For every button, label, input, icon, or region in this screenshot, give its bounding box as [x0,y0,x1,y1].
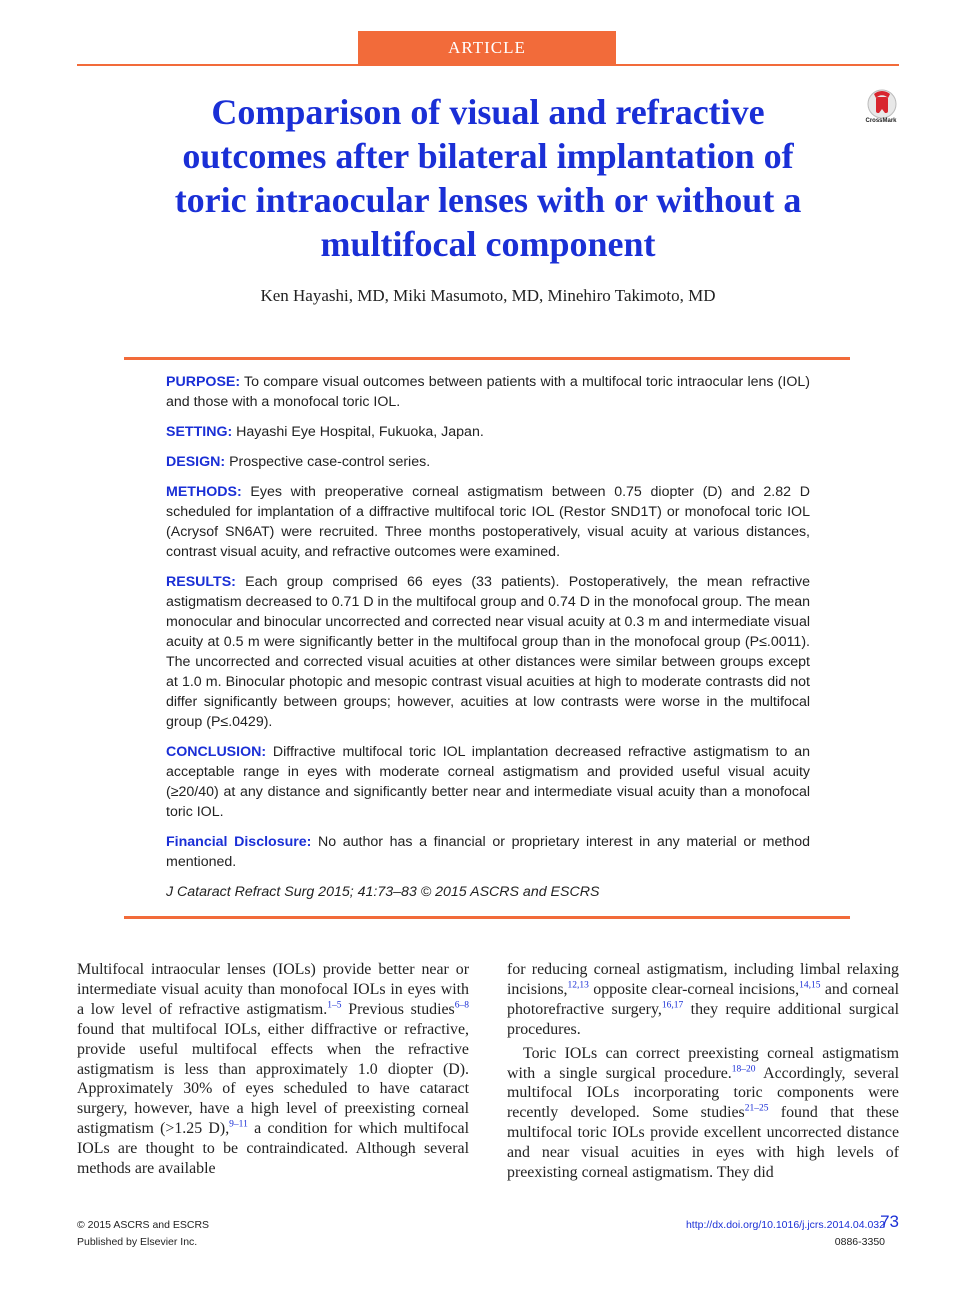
footer-copyright: © 2015 ASCRS and ESCRS [77,1219,210,1231]
methods-text: Eyes with preoperative corneal astigmatism between 0.75 diopter (D) and 2.82 D scheduled for implantation of a diffractive multifocal toric IOL (Restor SND1T) or monofocal toric IOL (Acrysof SN6AT) were recruited. Three months postoperatively, visual acuity at various distances, contrast visual acuity, and refractive outcomes were examined. [166,484,810,560]
results-text: Each group comprised 66 eyes (33 patients). Postoperatively, the mean refractive astigmatism decreased to 0.71 D in the multifocal group and 0.74 D in the monofocal group. The mean monocular and binocular uncorrected and corrected near visual acuity at 0.3 m and intermediate visual acuity at 0.5 m were significantly better in the multifocal group than in the monofocal group (P≤.0011). The uncorrected and corrected visual acuities at other distances were similar between groups except at 1.0 m. Binocular photopic and mesopic contrast visual acuities at high to moderate contrasts did not differ significantly between groups; however, acuities at low contrasts were worse in the multifocal group (P≤.0429). [166,574,810,730]
body-text: Previous studies [341,1000,455,1018]
footer-right [686,1217,885,1251]
reference-link[interactable]: 9–11 [229,1119,248,1130]
body-text: Accordingly, several multifocal IOLs incorporating toric components were recently developed. Some studies [507,1064,899,1122]
body-text: found that these multifocal toric IOLs provide excellent uncorrected distance and near visual acuities in eyes with high levels of preexisting corneal astigmatism. They did [507,1104,899,1182]
abstract-design [166,452,810,472]
results-label: RESULTS: [166,574,236,590]
abstract [166,372,810,912]
design-label: DESIGN: [166,454,226,470]
abstract-methods [166,482,810,562]
methods-label: METHODS: [166,484,242,500]
body-text: found that multifocal IOLs, either diffractive or refractive, provide useful multifocal effects when the refractive astigmatism is less than approximately 1.0 diopter (D). Approximately 30% of eyes scheduled to have cataract surgery, however, have a high level of preexisting corneal astigmatism (>1.25 D), [77,1020,469,1138]
body-text: a condition for which multifocal IOLs are thought to be contraindicated. Although several methods are available [77,1120,469,1178]
reference-link[interactable]: 18–20 [731,1064,756,1075]
reference-link[interactable]: 16,17 [661,1000,684,1011]
body-text: opposite clear-corneal incisions, [588,980,800,998]
article-title: Comparison of visual and refractive outcomes after bilateral implantation of toric intraocular lenses with or without a multifocal component [174,92,802,264]
body-column-left [77,960,469,1179]
footer-publisher: Published by Elsevier Inc. [77,1236,198,1248]
conclusion-text: Diffractive multifocal toric IOL implantation decreased refractive astigmatism to an acceptable range in eyes with moderate corneal astigmatism and provided useful visual acuity (≥20/40) at any distance and significantly better near and intermediate visual acuity than a monofocal toric IOL. [166,744,810,820]
disclosure-text: No author has a financial or proprietary interest in any material or method mentioned. [166,834,810,870]
body-text: for reducing corneal astigmatism, including limbal relaxing incisions, [507,961,899,998]
reference-link[interactable]: 12,13 [567,980,589,991]
reference-link[interactable]: 14,15 [799,980,821,991]
reference-link[interactable]: 1–5 [327,1000,342,1011]
header-rule [77,64,899,66]
abstract-conclusion [166,742,810,822]
abstract-purpose [166,372,810,412]
abstract-setting [166,422,810,442]
footer-left [77,1217,209,1251]
article-type-tab: ARTICLE [358,31,616,64]
doi-link[interactable]: http://dx.doi.org/10.1016/j.jcrs.2014.04.032 [685,1219,885,1231]
body-paragraph [77,960,469,1179]
design-text: Prospective case-control series. [225,454,431,470]
body-text: and corneal photorefractive surgery, [507,980,899,1018]
setting-label: SETTING: [166,424,233,440]
body-paragraph [507,1044,899,1183]
body-text: they require additional surgical procedures. [507,1000,899,1038]
page-number: 73 [880,1212,899,1231]
setting-text: Hayashi Eye Hospital, Fukuoka, Japan. [232,424,484,440]
body-column-right [507,960,899,1183]
footer-issn: 0886-3350 [834,1236,885,1248]
body-text: Multifocal intraocular lenses (IOLs) provide better near or intermediate visual acuity than monofocal IOLs in eyes with a low level of refractive astigmatism. [77,961,469,1018]
disclosure-label: Financial Disclosure: [166,834,312,850]
crossmark-label: CrossMark [865,118,897,124]
body-text: Toric IOLs can correct preexisting corneal astigmatism with a single surgical procedure. [507,1044,899,1082]
abstract-bottom-rule [124,916,850,919]
body-paragraph [507,960,899,1040]
reference-link[interactable]: 21–25 [744,1104,769,1115]
abstract-results [166,572,810,732]
reference-link[interactable]: 6–8 [454,1000,469,1011]
conclusion-label: CONCLUSION: [166,744,267,760]
journal-citation: J Cataract Refract Surg 2015; 41:73–83 © 2015 ASCRS and ESCRS [166,884,600,900]
purpose-label: PURPOSE: [166,374,241,390]
abstract-disclosure [166,832,810,872]
author-list: Ken Hayashi, MD, Miki Masumoto, MD, Minehiro Takimoto, MD [260,286,716,305]
abstract-top-rule [124,357,850,360]
purpose-text: To compare visual outcomes between patients with a multifocal toric intraocular lens (IOL) and those with a monofocal toric IOL. [166,374,810,410]
